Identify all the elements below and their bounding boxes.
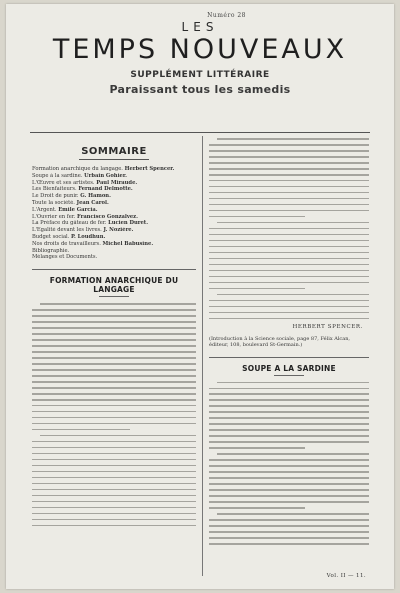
toc-item-title: L'Ouvrier en fer. [32,213,77,220]
text-line [32,351,196,353]
toc-item-title: L'Égalité devant les livres. [32,227,104,234]
text-line [32,477,196,479]
toc-item [32,200,196,207]
text-line [209,388,369,390]
text-line [32,423,196,425]
text-line [32,363,196,365]
sommaire-underline [79,159,149,160]
text-line [209,525,369,527]
text-line [32,339,196,341]
toc-item [32,248,196,255]
left-column [32,138,196,531]
masthead-divider [30,132,370,133]
newspaper-page [6,4,394,589]
page-folio: Vol. II — 11. [326,573,366,579]
text-line [32,405,196,407]
article-body-sardine [209,382,369,545]
text-line [209,282,369,284]
text-line [217,294,369,296]
text-line [209,162,369,164]
text-line [32,327,196,329]
text-line [209,276,369,278]
toc-item-author: Paul Miraude. [96,179,138,186]
article-heading-langage: FORMATION ANARCHIQUE DU LANGAGE [49,276,179,295]
sommaire-title: SOMMAIRE [81,146,147,157]
text-line [32,417,196,419]
toc-item-title: L'Œuvre et ses artistes. [32,179,97,186]
text-line [209,507,305,509]
text-line [209,174,369,176]
text-line [209,459,369,461]
text-line [217,222,369,224]
text-line [209,240,369,242]
text-line [209,429,369,431]
toc-item-title: Mélanges et Documents. [32,254,98,261]
toc-item-author: Fernand Delmotte. [78,186,133,193]
text-line [32,513,196,515]
text-line [209,198,369,200]
toc-item [32,214,196,221]
masthead-title: TEMPS NOUVEAUX [52,34,348,65]
table-of-contents [32,166,196,261]
text-line [209,483,369,485]
toc-item [32,254,196,261]
text-line [209,495,369,497]
text-line [32,333,196,335]
text-line [209,423,369,425]
text-line [32,381,196,383]
toc-item-author: Lucien Duret. [108,220,148,227]
text-line [209,441,369,443]
text-line [209,501,369,503]
toc-item [32,234,196,241]
text-line [209,417,369,419]
text-line [217,513,369,515]
text-line [32,315,196,317]
text-line [209,300,369,302]
article-signature: HERBERT SPENCER. [292,323,363,330]
text-line [32,453,196,455]
text-line [209,393,369,395]
text-line [32,471,196,473]
toc-item-title: Soupe à la sardine. [32,172,85,179]
toc-item-title: Les Bienfaiteurs. [32,186,79,193]
text-line [209,543,369,545]
text-line [209,537,369,539]
text-line [209,531,369,533]
text-line [209,180,369,182]
text-line [209,168,369,170]
text-line [217,138,369,140]
toc-item-author: Jean Carol. [76,199,109,206]
text-line [209,216,305,218]
text-line [32,489,196,491]
text-line [32,345,196,347]
toc-item-title: Formation anarchique du langage. [32,166,125,172]
toc-item-title: Nos droits de travailleurs. [32,240,103,247]
text-line [209,519,369,521]
text-line [32,501,196,503]
text-line [32,357,196,359]
text-line [32,375,196,377]
text-line [40,303,196,305]
heading-underline-right [274,375,304,376]
text-line [209,186,369,188]
right-column [209,138,369,549]
text-line [32,519,196,521]
section-divider [32,269,196,270]
toc-item-title: La Préface du gâteau de fer. [32,220,109,227]
text-line [209,435,369,437]
text-line [209,210,369,212]
toc-item [32,227,196,234]
text-line [32,387,196,389]
toc-item [32,166,196,173]
text-line [209,192,369,194]
publication-frequency: Paraissant tous les samedis [109,83,291,96]
text-line [209,405,369,407]
article-body-langage [32,303,196,526]
text-line [32,507,196,509]
text-line [209,306,369,308]
toc-item [32,241,196,248]
text-line [32,321,196,323]
text-line [32,459,196,461]
text-line [209,204,369,206]
toc-item [32,207,196,214]
text-line [32,483,196,485]
text-line [32,411,196,413]
text-line [32,465,196,467]
toc-item [32,173,196,180]
text-line [209,447,305,449]
text-line [209,270,369,272]
text-line [209,471,369,473]
toc-item [32,186,196,193]
text-line [209,228,369,230]
text-line [32,429,130,431]
text-line [217,382,369,384]
text-line [209,144,369,146]
toc-item-author: Herbert Spencer. [124,166,175,172]
text-line [209,411,369,413]
text-line [209,477,369,479]
text-line [209,234,369,236]
text-line [209,156,369,158]
toc-item-author: P. Loudhun. [71,233,106,240]
text-line [32,393,196,395]
toc-item-author: Michel Babusine. [102,240,154,247]
text-line [209,288,305,290]
toc-item-title: Budget social. [32,233,71,240]
toc-item-title: Toute la société. [32,199,77,206]
text-line [209,246,369,248]
text-line [32,309,196,311]
text-line [209,150,369,152]
text-line [209,252,369,254]
toc-item-author: Urbain Gohier. [84,172,127,179]
text-line [32,447,196,449]
text-line [209,399,369,401]
text-line [40,435,196,437]
text-line [209,264,369,266]
toc-item-title: Bibliographie. [32,247,70,254]
text-line [32,495,196,497]
issue-number: Numéro 28 [207,12,246,19]
text-line [32,441,196,443]
article-heading-sardine: SOUPE A LA SARDINE [242,363,336,373]
toc-item-title: L'Argent. [32,206,59,213]
heading-underline [99,296,129,297]
text-line [32,399,196,401]
text-line [209,489,369,491]
column-divider [202,136,203,576]
text-line [209,465,369,467]
text-line [209,312,369,314]
text-line [217,453,369,455]
masthead-les: LES [181,20,219,34]
text-line [209,258,369,260]
text-line [209,318,369,320]
article-body-langage-continued [209,138,369,319]
text-line [32,369,196,371]
toc-item-author: J. Nozière. [103,227,134,234]
toc-item-author: Francisco Gonzalvez. [77,213,138,220]
toc-item-author: G. Hamon. [80,193,111,200]
toc-item [32,220,196,227]
article-source-note: (Introduction à la Science sociale, page 87, Félix Alcan, éditeur, 108, boulevard St-Germain.) [209,335,351,349]
toc-item-title: Le Droit de punir. [32,193,81,200]
toc-item [32,180,196,187]
toc-item-author: Emile Garcia. [58,206,98,213]
section-divider-right [209,357,369,358]
toc-item [32,193,196,200]
text-line [32,525,196,527]
supplement-label: SUPPLÉMENT LITTÉRAIRE [130,70,270,80]
